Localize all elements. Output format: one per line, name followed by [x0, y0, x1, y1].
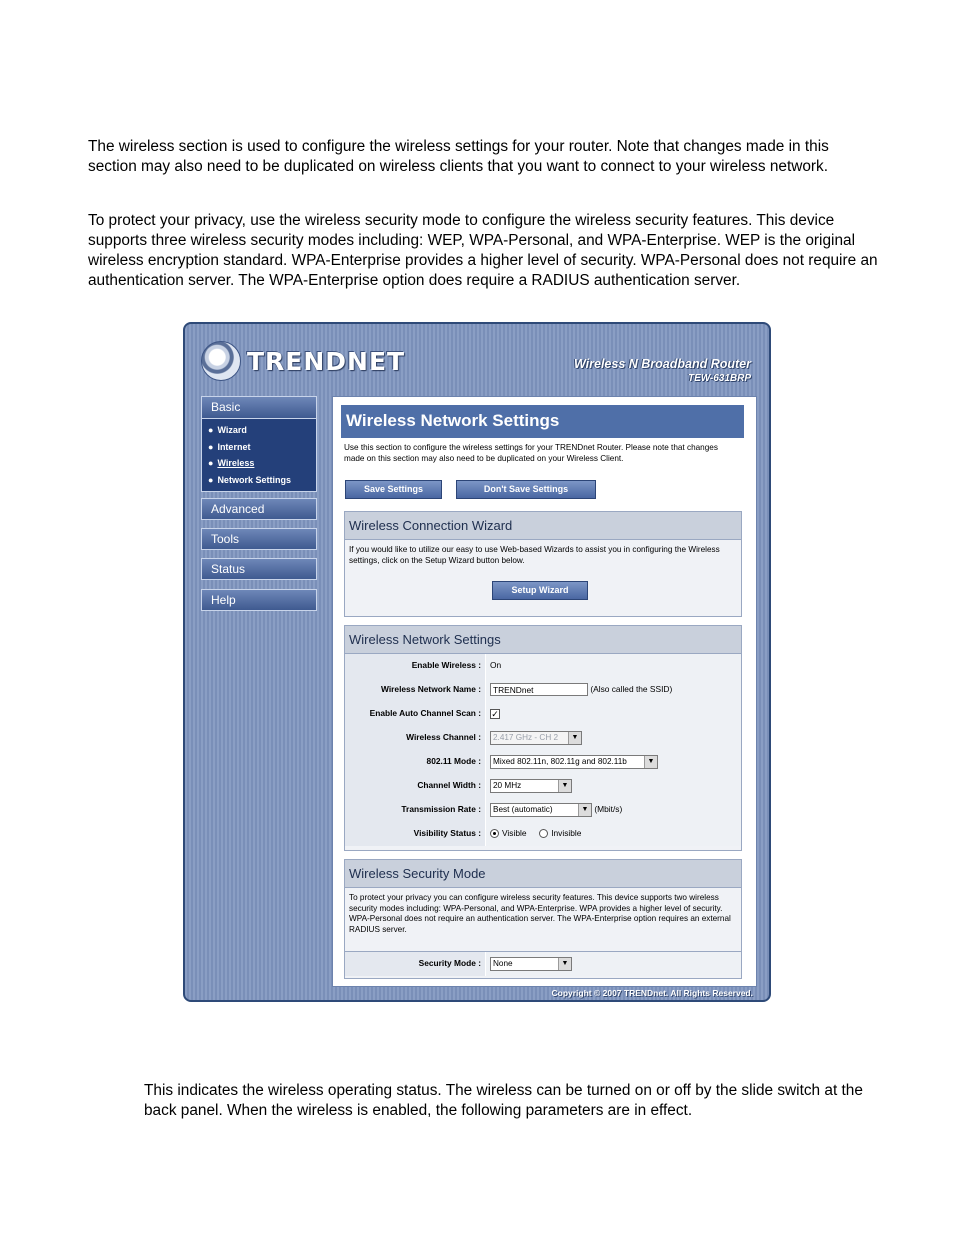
setup-wizard-button[interactable]: Setup Wizard	[492, 581, 588, 600]
enable-wireless-label: Enable Wireless :	[345, 654, 485, 678]
router-screenshot	[183, 322, 771, 1002]
channel-width-select[interactable]: 20 MHz ▼	[490, 779, 572, 793]
network-name-input[interactable]: TRENDnet	[490, 683, 588, 696]
trendnet-logo	[201, 338, 405, 384]
nav-item-internet[interactable]: ● Internet	[202, 439, 316, 456]
page-description: Use this section to configure the wireless settings for your TRENDnet Router. Please note that changes made on this section may also need to be duplicated on your Wireless Client.	[344, 443, 718, 463]
visible-radio[interactable]	[490, 829, 499, 838]
nav-status[interactable]: Status	[201, 558, 317, 580]
row-enable-wireless	[345, 654, 741, 679]
model-name: TEW-631BRP	[688, 373, 751, 384]
security-text: To protect your privacy you can configure wireless security features. This device supports two wireless security modes including: WPA-Personal, and WPA-Enterprise. WPA provides a higher level of security. WPA-Personal does not require an authentication server. The WPA-Enterprise option requires an external RADIUS server.	[345, 888, 741, 952]
wireless-channel-select[interactable]: 2.417 GHz - CH 2 ▼	[490, 731, 582, 745]
nav-item-network-settings[interactable]: ● Network Settings	[202, 472, 316, 489]
chevron-down-icon: ▼	[558, 958, 571, 970]
row-wireless-channel	[345, 726, 741, 751]
row-transmission-rate	[345, 798, 741, 823]
save-settings-button[interactable]: Save Settings	[345, 480, 442, 499]
security-mode-label: Security Mode :	[345, 952, 485, 976]
intro-paragraph: The wireless section is used to configure the wireless settings for your router. Note that changes made in this section may also need to be duplicated on wireless clients that you want to connect to your wireless network.	[88, 138, 829, 175]
row-visibility-status	[345, 822, 741, 846]
chevron-down-icon: ▼	[568, 732, 581, 744]
nav-item-wireless[interactable]: ● Wireless	[202, 455, 316, 472]
channel-width-label: Channel Width :	[345, 774, 485, 798]
auto-channel-scan-checkbox[interactable]: ✓	[491, 708, 499, 719]
nav-item-wizard[interactable]: ● Wizard	[202, 422, 316, 439]
nav-advanced[interactable]: Advanced	[201, 498, 317, 520]
ssid-hint: (Also called the SSID)	[590, 684, 673, 694]
bullet-icon: ●	[208, 441, 214, 452]
enable-wireless-value: On	[490, 660, 502, 670]
wizard-section	[344, 511, 742, 617]
product-name: Wireless N Broadband Router	[573, 357, 751, 371]
security-mode-select[interactable]: None ▼	[490, 957, 572, 971]
wireless-settings-section	[344, 625, 742, 851]
chevron-down-icon: ▼	[558, 780, 571, 792]
logo-text: TRENDNET	[247, 346, 406, 376]
wizard-section-title: Wireless Connection Wizard	[345, 512, 741, 540]
security-paragraph: To protect your privacy, use the wireless security mode to configure the wireless security features. This device supports three wireless security modes including: WEP, WPA-Personal, and WPA-Enterprise. WEP is the original wireless encryption standard. WPA-Enterprise provides a higher level of security. WPA-Personal does not require an authentication server. The WPA-Enterprise option does require a RADIUS authentication server.	[88, 212, 878, 289]
mode-select[interactable]: Mixed 802.11n, 802.11g and 802.11b ▼	[490, 755, 658, 769]
visible-label: Visible	[502, 828, 527, 838]
copyright: Copyright © 2007 TRENDnet. All Rights Reserved.	[551, 988, 753, 998]
nav-tools[interactable]: Tools	[201, 528, 317, 550]
row-auto-channel-scan	[345, 702, 741, 727]
wireless-channel-label: Wireless Channel :	[345, 726, 485, 750]
security-section	[344, 859, 742, 979]
status-paragraph: This indicates the wireless operating status. The wireless can be turned on or off by the slide switch at the back panel. When the wireless is enabled, the following parameters are in effect.	[144, 1082, 863, 1119]
main-panel	[332, 396, 757, 987]
row-network-name	[345, 678, 741, 703]
row-security-mode	[345, 952, 741, 976]
visibility-status-label: Visibility Status :	[345, 822, 485, 846]
row-80211-mode	[345, 750, 741, 775]
rate-unit: (Mbit/s)	[594, 804, 623, 814]
network-name-label: Wireless Network Name :	[345, 678, 485, 702]
wizard-text: If you would like to utilize our easy to use Web-based Wizards to assist you in configuring the Wireless settings, click on the Setup Wizard button below.	[349, 545, 720, 565]
chevron-down-icon: ▼	[578, 804, 591, 816]
page-title: Wireless Network Settings	[341, 405, 744, 438]
nav-help[interactable]: Help	[201, 589, 317, 611]
transmission-rate-select[interactable]: Best (automatic) ▼	[490, 803, 592, 817]
chevron-down-icon: ▼	[644, 756, 657, 768]
nav-basic[interactable]: Basic	[202, 397, 316, 419]
security-section-title: Wireless Security Mode	[345, 860, 741, 888]
invisible-label: Invisible	[551, 828, 582, 838]
bullet-icon: ●	[208, 458, 214, 468]
auto-channel-scan-label: Enable Auto Channel Scan :	[345, 702, 485, 726]
nav-basic-group	[201, 396, 317, 492]
bullet-icon: ●	[208, 425, 214, 435]
transmission-rate-label: Transmission Rate :	[345, 798, 485, 822]
row-channel-width	[345, 774, 741, 799]
logo-globe-icon	[201, 341, 241, 381]
bullet-icon: ●	[208, 474, 214, 485]
invisible-radio[interactable]	[539, 829, 548, 838]
mode-label: 802.11 Mode :	[345, 750, 485, 774]
dont-save-settings-button[interactable]: Don't Save Settings	[456, 480, 596, 499]
settings-section-title: Wireless Network Settings	[345, 626, 741, 654]
